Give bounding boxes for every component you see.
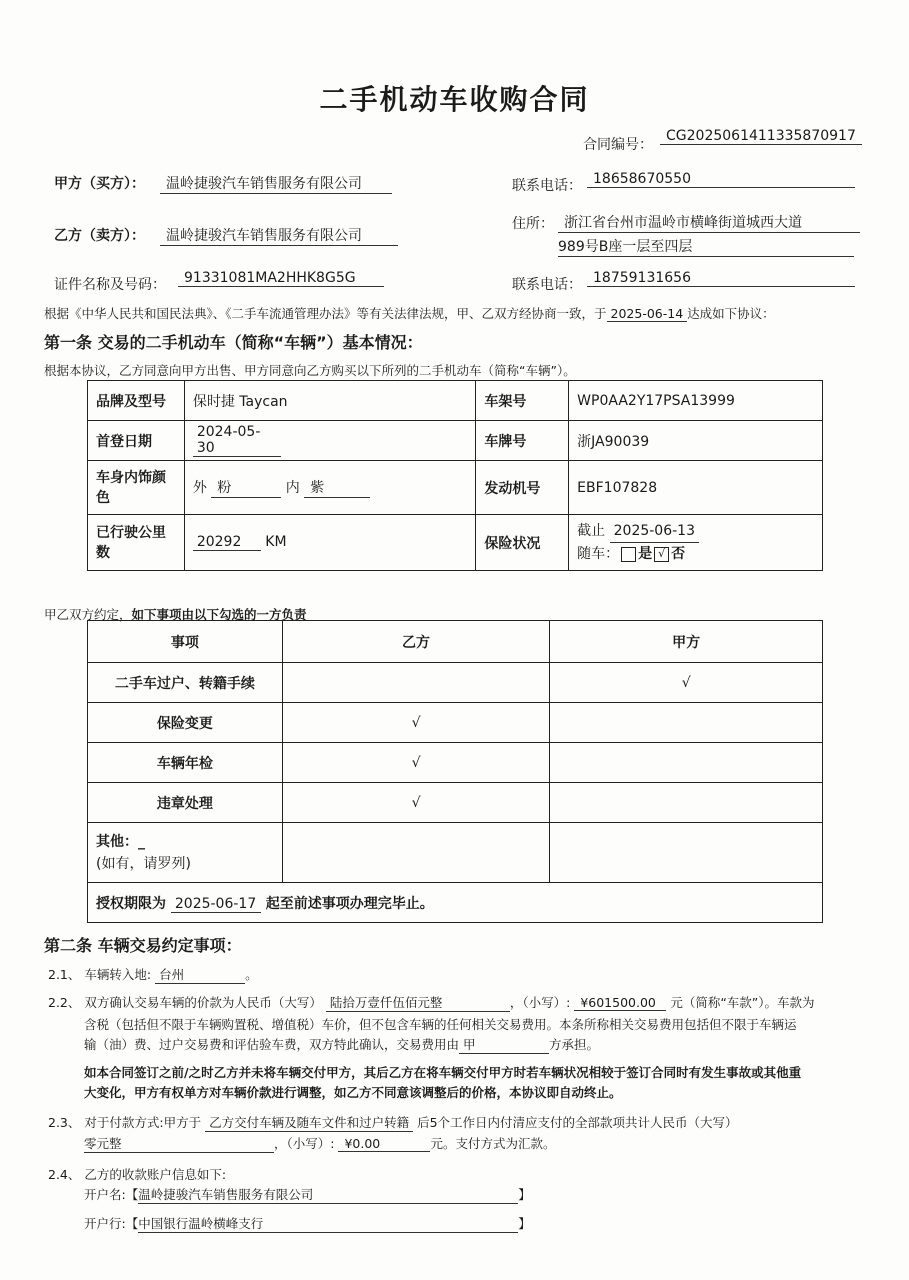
intro-suffix: 达成如下协议： bbox=[687, 306, 775, 321]
follow-label: 随车： bbox=[577, 546, 620, 562]
seller-address-line2: 989号B座一层至四层 bbox=[558, 236, 854, 257]
auth-suffix: 起至前述事项办理完毕止。 bbox=[265, 895, 434, 912]
clause-2-1 bbox=[48, 965, 258, 984]
duty-header-item: 事项 bbox=[88, 621, 283, 663]
buyer-phone-value: 18658670550 bbox=[587, 171, 855, 188]
payment-lower: ¥0.00 bbox=[338, 1136, 430, 1152]
payment-upper: 零元整 bbox=[84, 1134, 274, 1153]
brand-label: 品牌及型号 bbox=[88, 381, 185, 421]
clause-text: 元（简称“车款”）。车款为 bbox=[670, 995, 815, 1010]
duty-row-item: 违章处理 bbox=[88, 783, 283, 823]
duty-row-item: 保险变更 bbox=[88, 703, 283, 743]
clause-text: ，（小写）: bbox=[509, 995, 571, 1010]
duty-row-jia bbox=[550, 703, 823, 743]
duty-row-item: 二手车过户、转籍手续 bbox=[88, 663, 283, 703]
clause-2-2-line3 bbox=[84, 1035, 599, 1054]
reg-date-label: 首登日期 bbox=[88, 421, 185, 461]
mileage-label: 已行驶公里数 bbox=[88, 515, 185, 571]
auth-prefix: 授权期限为 bbox=[96, 895, 166, 912]
clause-2-3 bbox=[48, 1113, 738, 1132]
other-value: _ bbox=[138, 833, 145, 850]
duty-other-cell bbox=[88, 823, 283, 883]
exterior-color: 粉 bbox=[211, 477, 281, 498]
clause-text: 输（油）费、过户交易费和评估验车费，双方特此确认，交易费用由 bbox=[84, 1037, 460, 1052]
clause-text: 对于付款方式:甲方于 bbox=[84, 1115, 202, 1130]
bold-clause-line1: 如本合同签订之前/之时乙方并未将车辆交付甲方，其后乙方在将车辆交付甲方时若车辆状况相较于签订合同时有发生事故或其他重 bbox=[84, 1065, 802, 1080]
duty-header-jia: 甲方 bbox=[550, 621, 823, 663]
intro-prefix: 根据《中华人民共和国民法典》、《二手车流通管理办法》等有关法律法规，甲、乙双方经协商一致，于 bbox=[44, 306, 607, 321]
seller-address-label: 住所： bbox=[512, 216, 554, 232]
clause-text: 元。支付方式为汇款。 bbox=[430, 1136, 556, 1151]
article1-desc: 根据本协议，乙方同意向甲方出售、甲方同意向乙方购买以下所列的二手机动车（简称“车辆”）。 bbox=[44, 363, 576, 378]
plate-label: 车牌号 bbox=[476, 421, 569, 461]
yes-checkbox bbox=[621, 547, 636, 562]
no-checkbox: √ bbox=[654, 547, 669, 562]
price-upper: 陆拾万壹仟伍佰元整 bbox=[326, 993, 510, 1012]
clause-2-2 bbox=[48, 993, 815, 1012]
vin-value: WP0AA2Y17PSA13999 bbox=[569, 381, 823, 421]
seller-phone-label: 联系电话： bbox=[512, 277, 582, 293]
destination-value: 台州 bbox=[155, 965, 245, 984]
no-label: 否 bbox=[671, 546, 686, 562]
duty-other-yi bbox=[282, 823, 550, 883]
intro-line bbox=[44, 304, 775, 322]
clause-2-4 bbox=[48, 1165, 226, 1183]
duty-row-jia bbox=[550, 743, 823, 783]
clause-text: 方承担。 bbox=[549, 1037, 600, 1052]
duty-row-item: 车辆年检 bbox=[88, 743, 283, 783]
authorization-row bbox=[88, 883, 823, 923]
engine-label: 发动机号 bbox=[476, 461, 569, 515]
vehicle-info-table bbox=[87, 380, 823, 571]
account-name-row bbox=[84, 1185, 531, 1204]
clause-text: 后5个工作日内付清应支付的全部款项共计人民币（大写） bbox=[417, 1115, 738, 1130]
brand-value: 保时捷 Taycan bbox=[184, 381, 476, 421]
clause-number: 2.3、 bbox=[48, 1115, 81, 1130]
insurance-date: 2025-06-13 bbox=[610, 520, 699, 543]
seller-address-line1: 浙江省台州市温岭市横峰街道城西大道 bbox=[558, 212, 860, 233]
article1-heading: 第一条 交易的二手机动车（简称“车辆”）基本情况： bbox=[44, 333, 423, 352]
clause-2-3-line2 bbox=[84, 1134, 555, 1153]
bank-row bbox=[84, 1214, 531, 1233]
bank-label: 开户行: bbox=[84, 1216, 126, 1231]
account-name-label: 开户名: bbox=[84, 1187, 126, 1202]
duty-row-yi bbox=[282, 663, 550, 703]
bold-clause-line2: 大变化，甲方有权单方对车辆价款进行调整，如乙方不同意该调整后的价格，本协议即自动终止。 bbox=[84, 1085, 622, 1100]
clause-number: 2.2、 bbox=[48, 995, 81, 1010]
interior-color: 紫 bbox=[304, 477, 370, 498]
id-label: 证件名称及号码： bbox=[54, 277, 166, 293]
buyer-label: 甲方（买方）： bbox=[54, 176, 145, 192]
duty-header-yi: 乙方 bbox=[282, 621, 550, 663]
contract-no-value: CG2025061411335870917 bbox=[660, 128, 862, 145]
duty-intro-a: 甲乙双方约定， bbox=[44, 607, 132, 622]
right-bracket: 】 bbox=[518, 1187, 531, 1202]
duty-row-jia: √ bbox=[550, 663, 823, 703]
payment-condition: 乙方交付车辆及随车文件和过户转籍 bbox=[205, 1113, 413, 1132]
duty-intro-b: 如下事项由以下勾选的一方负责 bbox=[131, 607, 307, 622]
seller-label: 乙方（卖方）： bbox=[54, 228, 145, 244]
article2-heading: 第二条 车辆交易约定事项： bbox=[44, 936, 242, 955]
color-label: 车身内饰颜色 bbox=[88, 461, 185, 515]
insurance-prefix: 截止 bbox=[577, 523, 606, 539]
left-bracket: 【 bbox=[125, 1187, 139, 1202]
clause-text: ，（小写）: bbox=[274, 1136, 335, 1151]
clause-number: 2.1、 bbox=[48, 967, 81, 982]
duty-row-yi: √ bbox=[282, 783, 550, 823]
engine-value: EBF107828 bbox=[569, 461, 823, 515]
auth-date: 2025-06-17 bbox=[171, 896, 261, 913]
duty-other-jia bbox=[550, 823, 823, 883]
vin-label: 车架号 bbox=[476, 381, 569, 421]
plate-value: 浙JA90039 bbox=[569, 421, 823, 461]
insurance-label: 保险状况 bbox=[476, 515, 569, 571]
buyer-value: 温岭捷骏汽车销售服务有限公司 bbox=[160, 173, 392, 194]
right-bracket: 】 bbox=[518, 1216, 531, 1231]
duty-row-jia bbox=[550, 783, 823, 823]
duty-row-yi: √ bbox=[282, 703, 550, 743]
clause-text: 双方确认交易车辆的价款为人民币（大写） bbox=[84, 995, 322, 1010]
duty-row-yi: √ bbox=[282, 743, 550, 783]
exterior-prefix: 外 bbox=[192, 480, 207, 496]
reg-date-value: 2024-05-30 bbox=[193, 424, 281, 457]
bank-value: 中国银行温岭横峰支行 bbox=[138, 1214, 518, 1233]
mileage-value: 20292 bbox=[193, 534, 261, 551]
contract-no-label: 合同编号： bbox=[583, 137, 653, 153]
clause-number: 2.4、 bbox=[48, 1167, 81, 1182]
yes-label: 是 bbox=[638, 546, 653, 562]
clause-end: 。 bbox=[245, 967, 258, 982]
clause-2-2-line2: 含税（包括但不限于车辆购置税、增值税）车价，但不包含车辆的任何相关交易费用。本条所称相关交易费用包括但不限于车辆运 bbox=[84, 1017, 797, 1032]
fee-party: 甲 bbox=[459, 1035, 549, 1054]
buyer-phone-label: 联系电话： bbox=[512, 178, 582, 194]
interior-prefix: 内 bbox=[285, 480, 300, 496]
account-name-value: 温岭捷骏汽车销售服务有限公司 bbox=[138, 1185, 518, 1204]
seller-value: 温岭捷骏汽车销售服务有限公司 bbox=[160, 225, 398, 246]
price-lower: ¥601500.00 bbox=[574, 995, 666, 1011]
other-label: 其他： bbox=[96, 833, 138, 850]
agreement-date: 2025-06-14 bbox=[607, 306, 688, 322]
left-bracket: 【 bbox=[125, 1216, 139, 1231]
mileage-unit: KM bbox=[265, 534, 287, 550]
clause-text: 乙方的收款账户信息如下: bbox=[84, 1167, 227, 1182]
duty-table bbox=[87, 620, 823, 923]
id-value: 91331081MA2HHK8G5G bbox=[178, 270, 384, 287]
document-title: 二手机动车收购合同 bbox=[319, 83, 590, 116]
seller-phone-value: 18759131656 bbox=[587, 270, 855, 287]
other-note: (如有，请罗列) bbox=[96, 855, 191, 872]
clause-text: 车辆转入地: bbox=[84, 967, 152, 982]
